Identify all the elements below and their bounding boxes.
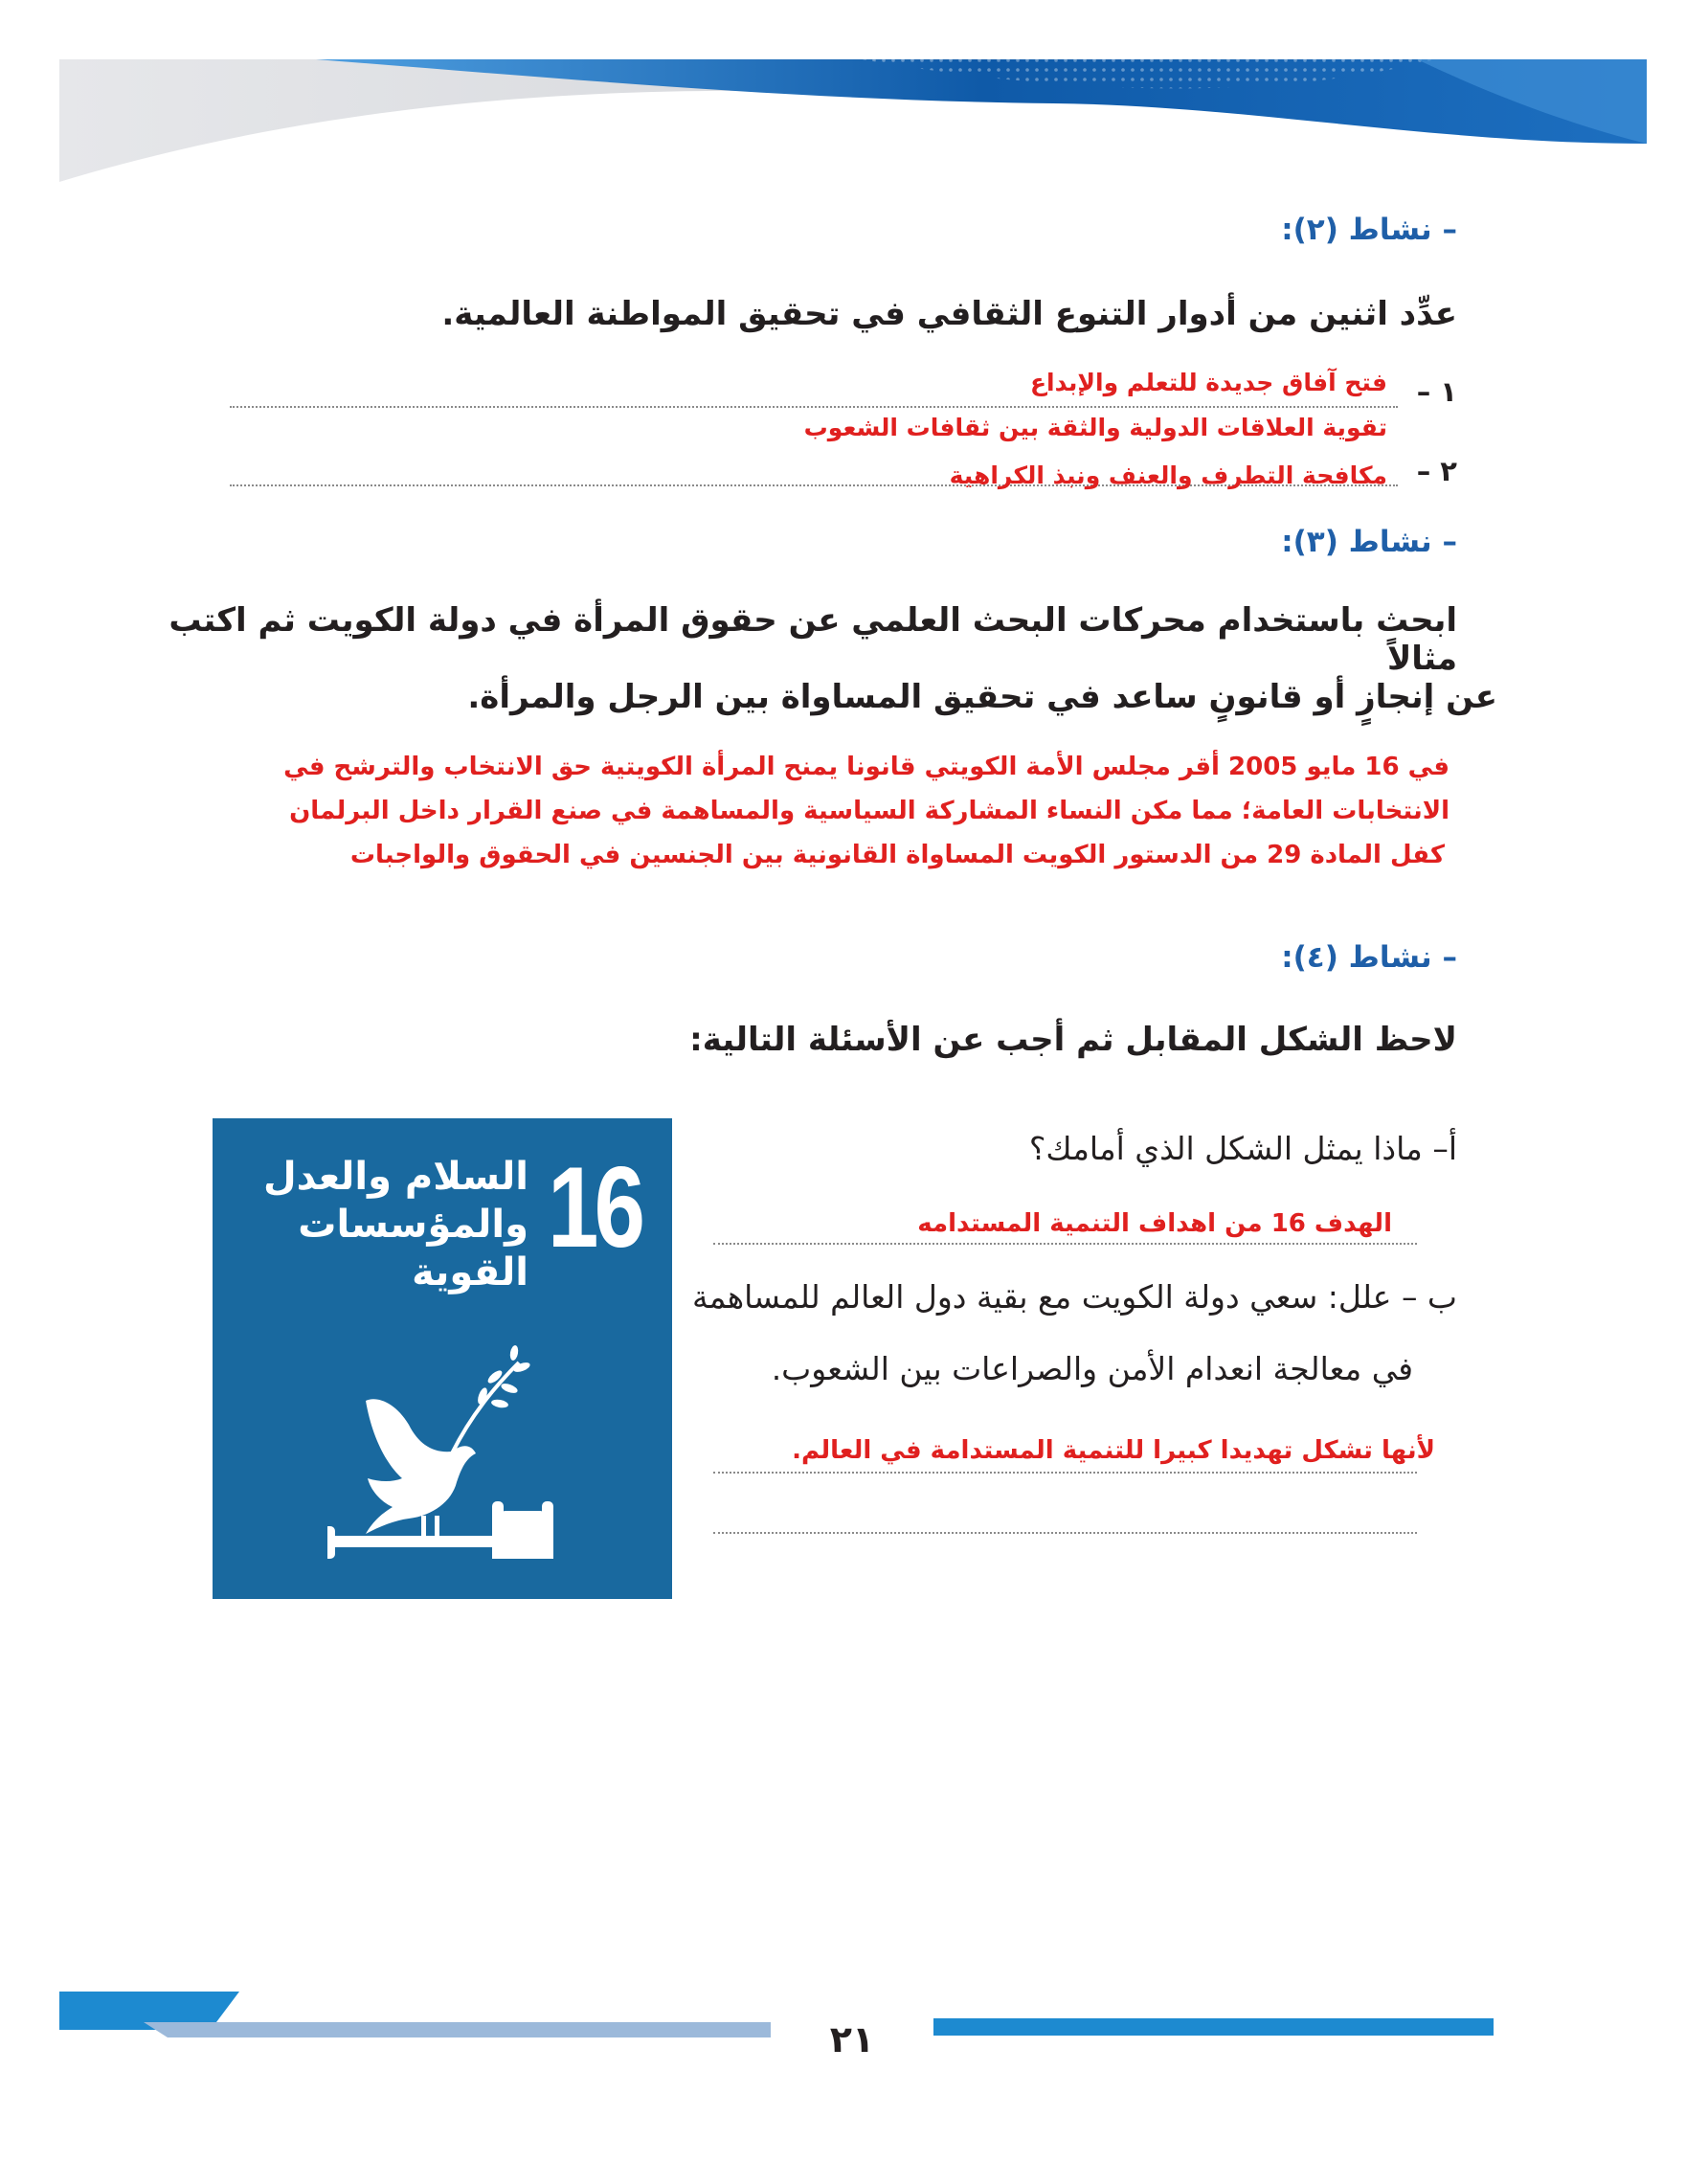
dove-gavel-icon [327,1310,596,1559]
activity-2-answer-2: مكافحة التطرف والعنف ونبذ الكراهية [949,461,1387,489]
answer-line [713,1472,1417,1474]
answer-line [230,406,1398,408]
activity-2-title: – نشاط (٢): [1281,213,1457,247]
activity-4-answer-b: لأنها تشكل تهديدا كبيرا للتنمية المستدامة في العالم. [792,1436,1435,1465]
header-wave-banner [0,0,1708,201]
answer-line [713,1532,1417,1534]
sdg-number: 16 [548,1143,641,1272]
activity-2-item-2-number: ٢ – [1416,455,1457,487]
sdg-title-line-1: السلام والعدل [262,1155,528,1199]
activity-4-question-b-line-2: في معالجة انعدام الأمن والصراعات بين الشعوب. [771,1350,1413,1387]
page-number: ٢١ [829,2018,875,2060]
answer-line [713,1243,1417,1245]
activity-4-answer-a: الهدف 16 من اهداف التنمية المستدامه [917,1209,1392,1238]
sdg-title-line-2: والمؤسسات [298,1203,528,1247]
activity-4-instruction: لاحظ الشكل المقابل ثم أجب عن الأسئلة التالية: [689,1021,1457,1059]
activity-3-answer-line-3: كفل المادة 29 من الدستور الكويت المساواة القانونية بين الجنسين في الحقوق والواجبات [349,841,1445,869]
activity-4-title: – نشاط (٤): [1281,940,1457,975]
activity-3-answer-line-2: الانتخابات العامة؛ مما مكن النساء المشاركة السياسية والمساهمة في صنع القرار داخل البرلمان [289,797,1450,825]
activity-3-question-line-1: ابحث باستخدام محركات البحث العلمي عن حقوق المرأة في دولة الكويت ثم اكتب مثالاً [169,601,1457,678]
activity-4-question-b-line-1: ب – علل: سعي دولة الكويت مع بقية دول العالم للمساهمة [691,1278,1457,1316]
activity-2-question: عدِّد اثنين من أدوار التنوع الثقافي في تحقيق المواطنة العالمية. [441,295,1457,333]
activity-2-answer-1-extra: تقوية العلاقات الدولية والثقة بين ثقافات الشعوب [803,414,1387,441]
activity-4-question-a: أ– ماذا يمثل الشكل الذي أمامك؟ [1028,1130,1457,1167]
activity-3-answer-line-1: في 16 مايو 2005 أقر مجلس الأمة الكويتي قانونا يمنح المرأة الكويتية حق الانتخاب والترشح في [283,753,1450,781]
sdg-title [241,1153,528,1296]
activity-2-answer-1: فتح آفاق جديدة للتعلم والإبداع [1029,369,1387,396]
activity-3-question-line-2: عن إنجازٍ أو قانونٍ ساعد في تحقيق المساواة بين الرجل والمرأة. [467,678,1497,716]
sdg-title-line-3: القوية [412,1250,528,1294]
sdg-16-tile [213,1118,672,1599]
activity-2-item-1-number: ١ – [1416,375,1457,408]
activity-3-title: – نشاط (٣): [1281,525,1457,559]
